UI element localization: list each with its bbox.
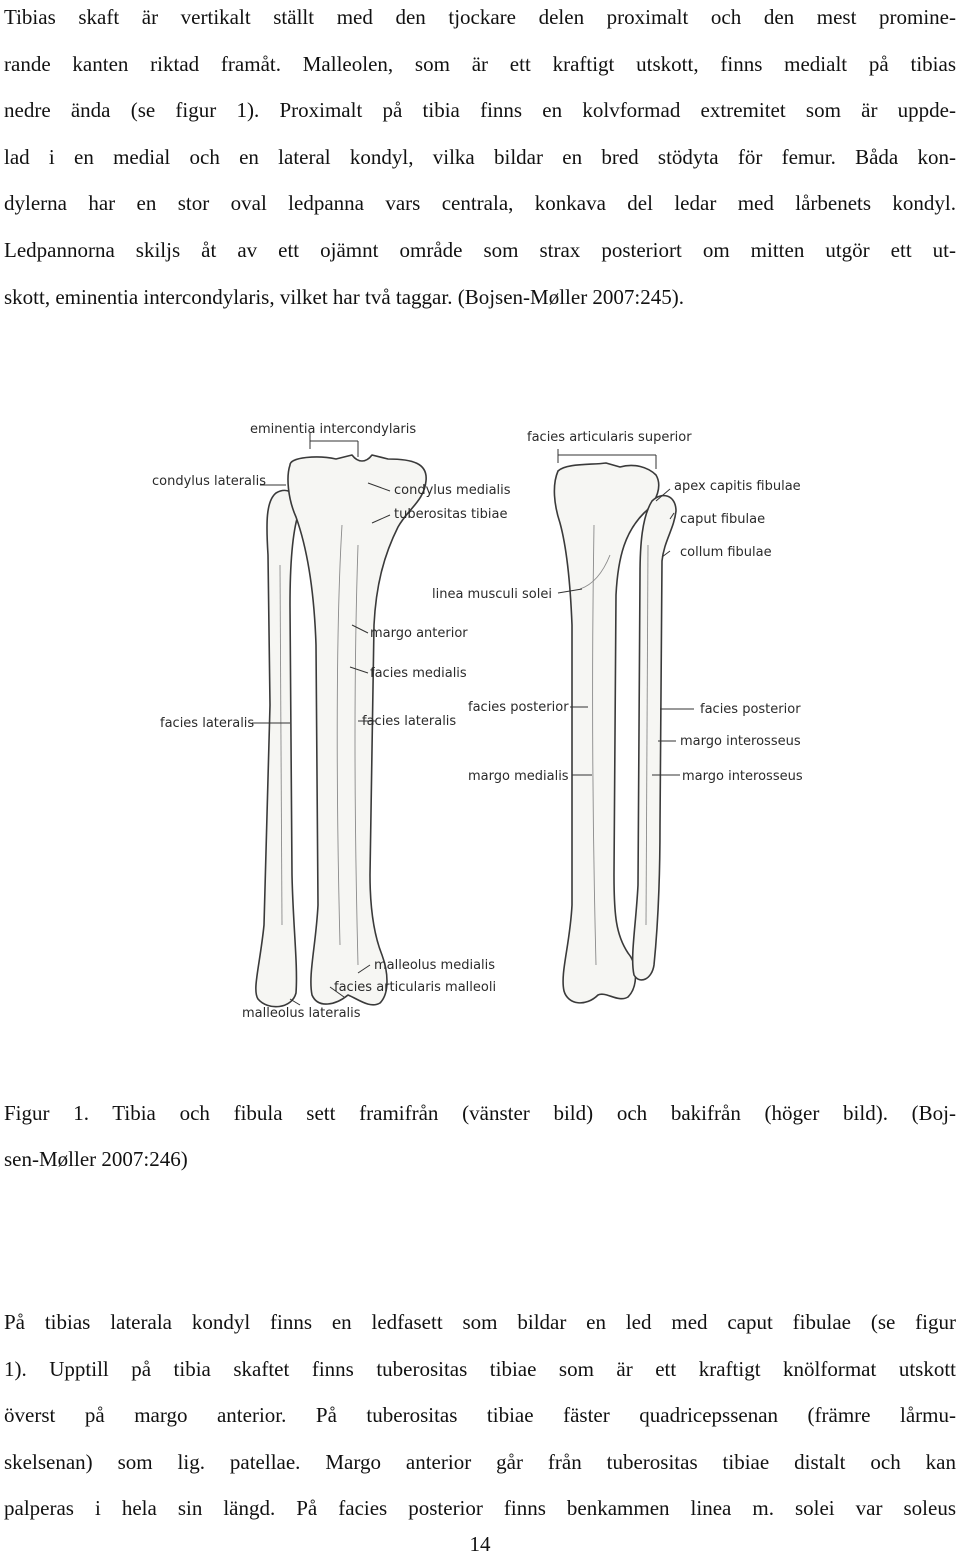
figure-caption xyxy=(4,1090,956,1182)
paragraph-2 xyxy=(4,1299,956,1532)
label-facies-articularis-superior: facies articularis superior xyxy=(527,430,692,445)
label-facies-lateralis-left: facies lateralis xyxy=(160,716,255,731)
text-line: På tibias laterala kondyl finns en ledfasett som bildar en led med caput fibulae (se figur xyxy=(4,1310,956,1334)
label-linea-musculi-solei: linea musculi solei xyxy=(432,587,552,602)
text-line: rande kanten riktad framåt. Malleolen, som är ett kraftigt utskott, finns medialt på tibias xyxy=(4,51,956,76)
tibia-fibula-illustration xyxy=(140,405,830,1045)
text-line: överst på margo anterior. På tuberositas tibiae fäster quadricepssenan (främre lårmu- xyxy=(4,1403,956,1428)
label-malleolus-medialis: malleolus medialis xyxy=(374,958,496,973)
label-caput-fibulae: caput fibulae xyxy=(680,512,766,527)
label-facies-medialis: facies medialis xyxy=(370,666,467,681)
text-line: skott, eminentia intercondylaris, vilket har två taggar. (Bojsen-Møller 2007:245). xyxy=(4,284,685,309)
text-line: dylerna har en stor oval ledpanna vars centrala, konkava del ledar med lårbenets kondyl. xyxy=(4,191,956,216)
label-apex-capitis-fibulae: apex capitis fibulae xyxy=(674,479,801,494)
label-margo-anterior: margo anterior xyxy=(370,626,468,641)
label-facies-articularis-malleoli: facies articularis malleoli xyxy=(334,980,497,995)
fibula-posterior xyxy=(633,496,676,980)
label-condylus-lateralis: condylus lateralis xyxy=(152,474,267,489)
caption-line: Figur 1. Tibia och fibula sett framifrån (vänster bild) och bakifrån (höger bild). (Boj- xyxy=(4,1101,956,1125)
label-margo-interosseus-1: margo interosseus xyxy=(680,734,801,749)
label-facies-lateralis-mid: facies lateralis xyxy=(362,714,457,729)
paragraph-1 xyxy=(4,0,956,320)
text-line: nedre ända (se figur 1). Proximalt på tibia finns en kolvformad extremitet som är uppde- xyxy=(4,98,956,123)
label-facies-posterior-right: facies posterior xyxy=(700,702,801,717)
label-condylus-medialis: condylus medialis xyxy=(394,483,511,498)
label-collum-fibulae: collum fibulae xyxy=(680,545,772,560)
label-facies-posterior-left: facies posterior xyxy=(468,700,569,715)
label-eminentia-intercondylaris: eminentia intercondylaris xyxy=(250,422,417,437)
caption-line: sen-Møller 2007:246) xyxy=(4,1147,188,1171)
label-tuberositas-tibiae: tuberositas tibiae xyxy=(394,507,508,522)
label-malleolus-lateralis: malleolus lateralis xyxy=(242,1006,361,1021)
text-line: lad i en medial och en lateral kondyl, vilka bildar en bred stödyta för femur. Båda kon- xyxy=(4,144,956,169)
fibula-anterior xyxy=(256,490,298,1006)
text-line: palperas i hela sin längd. På facies posterior finns benkammen linea m. solei var soleus xyxy=(4,1496,956,1521)
text-line: skelsenan) som lig. patellae. Margo anterior går från tuberositas tibiae distalt och kan xyxy=(4,1449,956,1474)
text-line: 1). Upptill på tibia skaftet finns tuberositas tibiae som är ett kraftigt knölformat utskott xyxy=(4,1356,956,1381)
label-margo-interosseus-2: margo interosseus xyxy=(682,769,803,784)
page-number: 14 xyxy=(469,1532,491,1556)
label-margo-medialis: margo medialis xyxy=(468,769,569,784)
text-line: Ledpannorna skiljs åt av ett ojämnt område som strax posteriort om mitten utgör ett ut- xyxy=(4,237,956,262)
anatomy-figure xyxy=(140,405,830,1045)
text-line: Tibias skaft är vertikalt ställt med den tjockare delen proximalt och den mest promine- xyxy=(4,5,956,29)
